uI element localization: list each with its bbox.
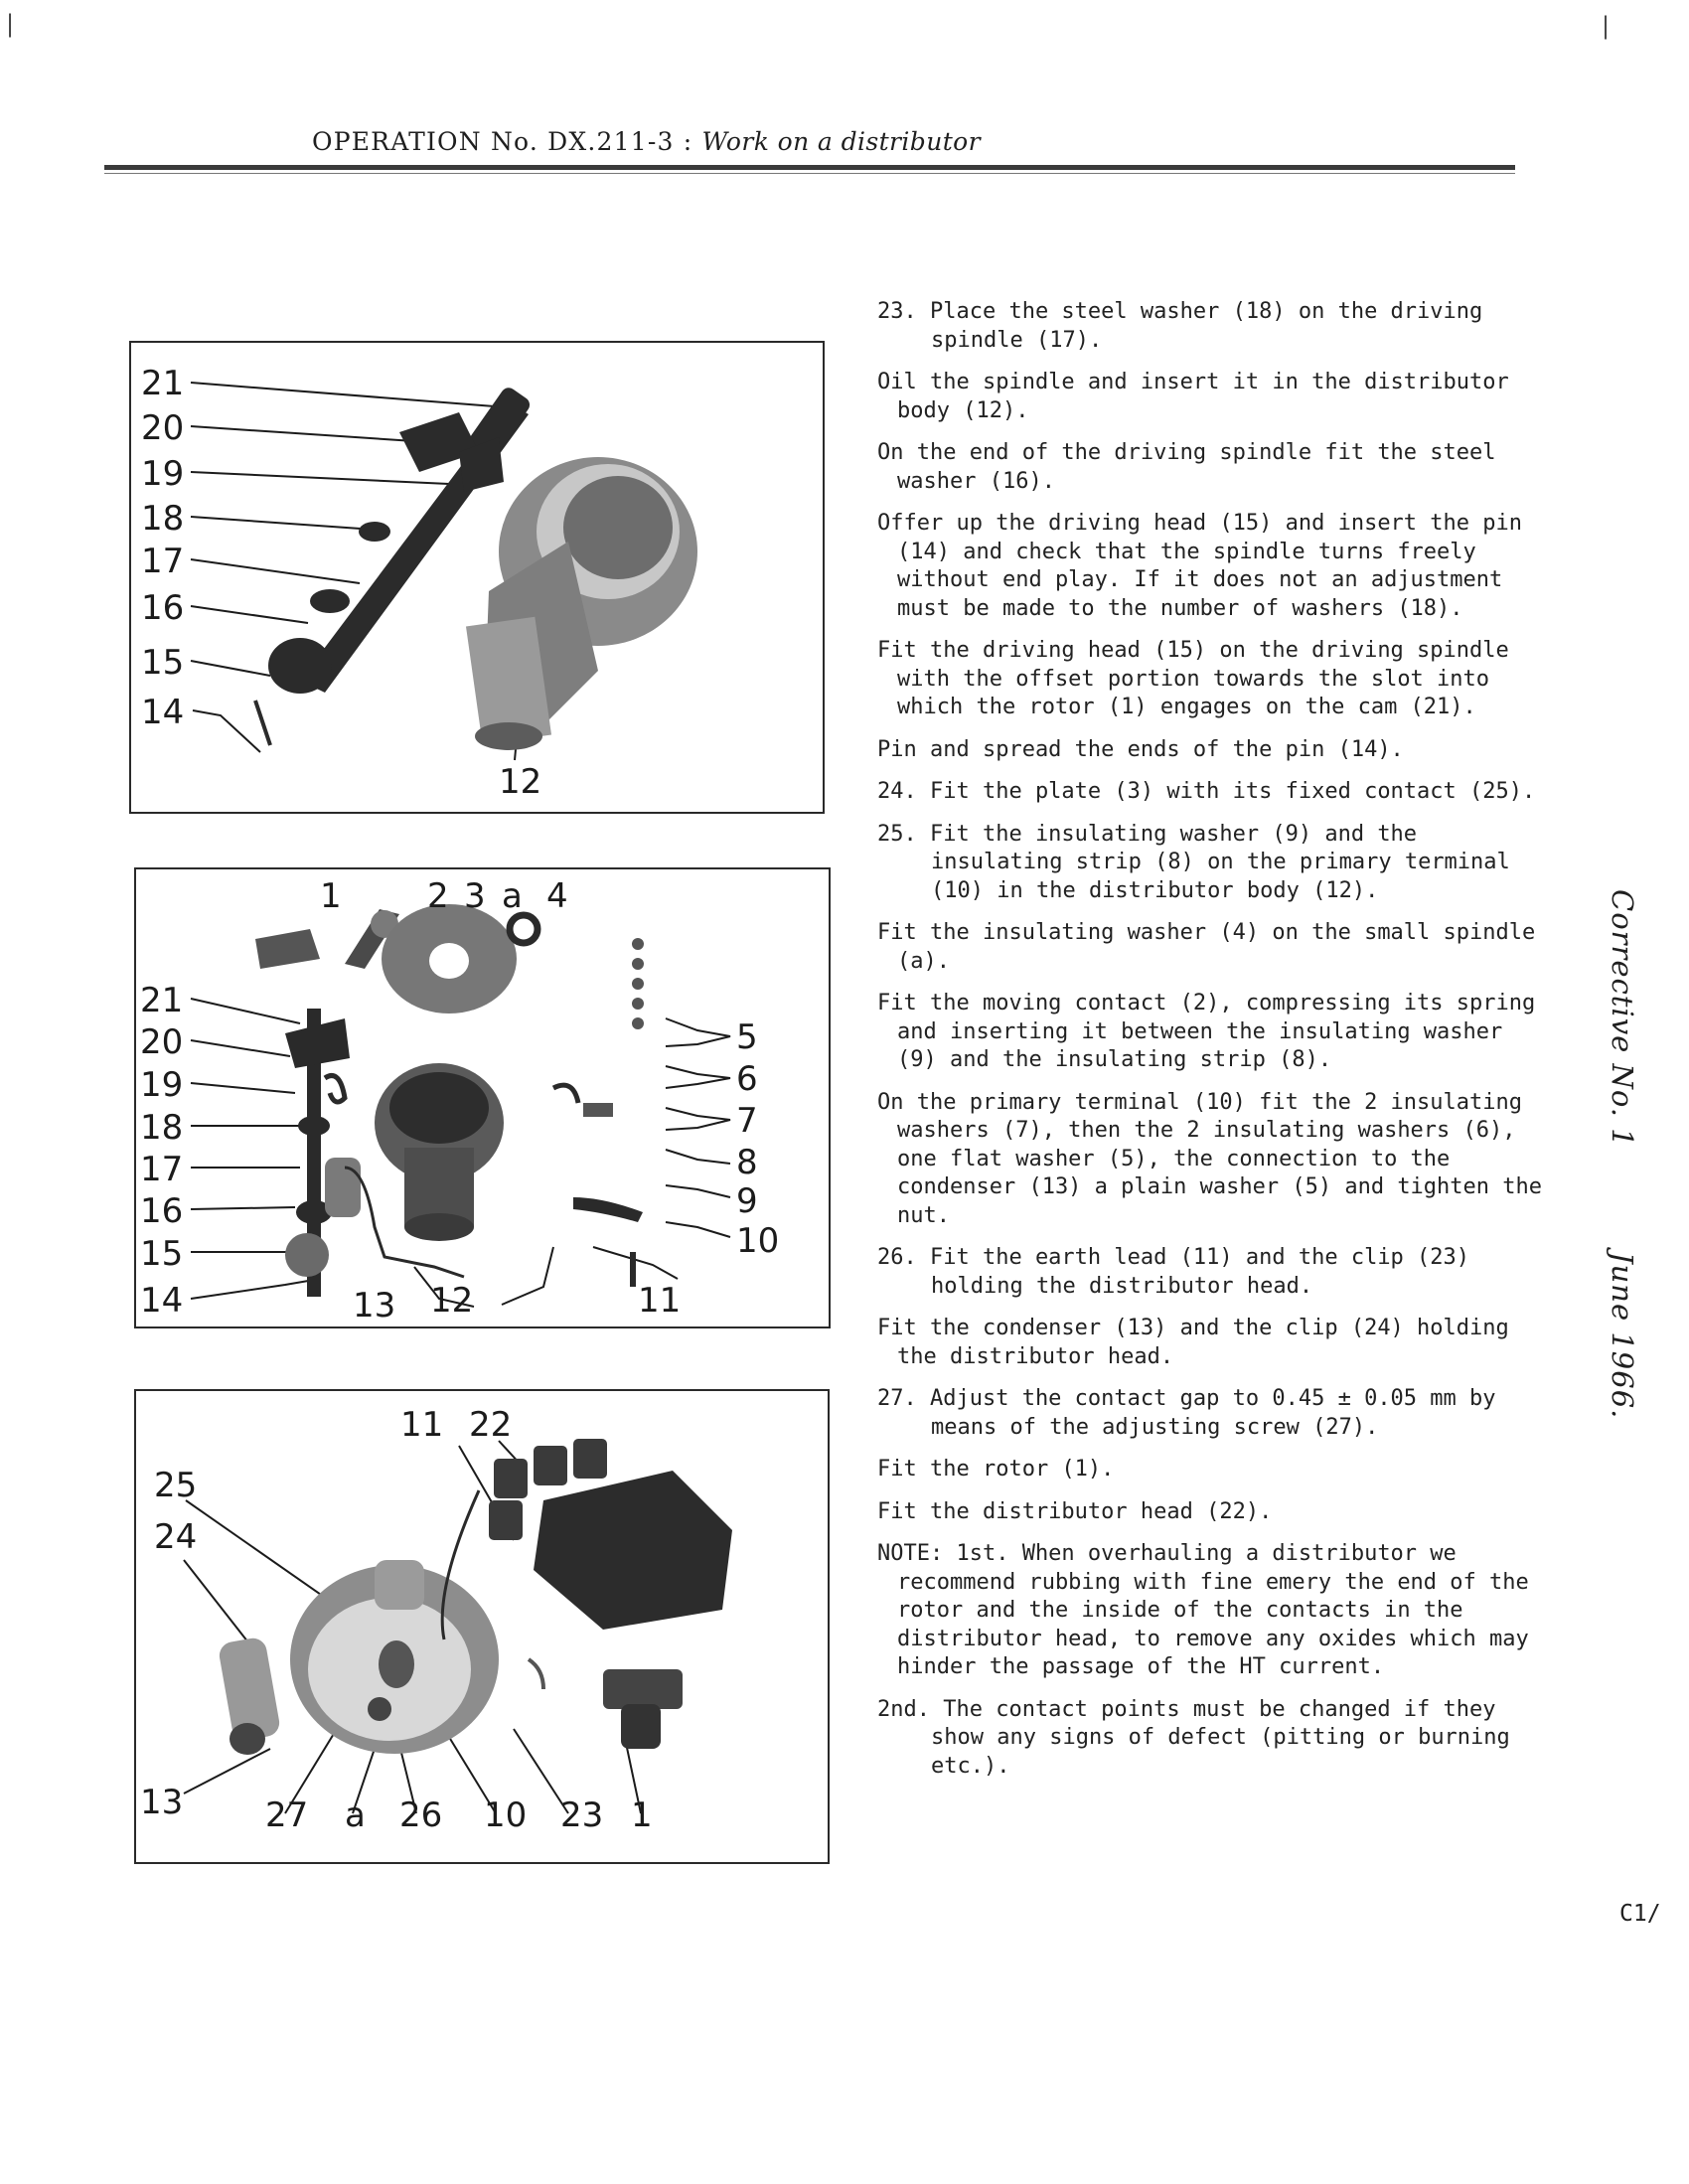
step-paragraph: Offer up the driving head (15) and insert the pin (14) and check that the spindle turns freely without end play. If it does not an adjustment must be made to the number of washers (18). <box>877 511 1523 621</box>
callout-label: 12 <box>499 762 542 802</box>
header-rule <box>104 165 1515 170</box>
callout-label: 14 <box>140 1281 184 1321</box>
figure-2-drawing <box>136 869 829 1326</box>
callout-label: 27 <box>265 1795 309 1835</box>
operation-title: Work on a distributor <box>701 127 981 156</box>
instruction-text <box>877 298 1553 1794</box>
callout-label: 21 <box>141 364 185 403</box>
callout-label: 3 <box>464 876 486 916</box>
callout-label: 8 <box>736 1143 758 1182</box>
callout-label: 18 <box>140 1108 184 1148</box>
step-paragraph: On the primary terminal (10) fit the 2 insulating washers (7), then the 2 insulating washers (6), one flat washer (5), the connection to the condenser (13) a plain washer (5) and tighten the nut. <box>877 1089 1543 1228</box>
callout-label: 25 <box>154 1466 198 1505</box>
callout-label: 18 <box>141 499 185 539</box>
callout-label: 21 <box>140 981 184 1020</box>
step-paragraph: Fit the condenser (13) and the clip (24) holding the distributor head. <box>877 1316 1509 1369</box>
callout-label: 16 <box>141 588 185 628</box>
callout-label: 7 <box>736 1101 758 1141</box>
callout-label: 10 <box>484 1795 528 1835</box>
callout-label: 1 <box>320 876 342 916</box>
step-paragraph: Fit the driving head (15) on the driving spindle with the offset portion towards the slot into which the rotor (1) engages on the cam (21). <box>877 638 1509 719</box>
figure-1-drawing <box>131 343 823 812</box>
step-paragraph: 24. Fit the plate (3) with its fixed contact (25). <box>877 779 1536 804</box>
figure-exploded-view <box>134 867 831 1328</box>
operation-number: OPERATION No. DX.211-3 : <box>312 127 693 156</box>
callout-label: a <box>345 1795 366 1835</box>
figure-assembled-distributor <box>134 1389 830 1864</box>
step-paragraph: 26. Fit the earth lead (11) and the clip (23) holding the distributor head. <box>877 1245 1470 1299</box>
step-paragraph: Fit the insulating washer (4) on the small spindle (a). <box>877 920 1536 974</box>
callout-label: 20 <box>140 1022 184 1062</box>
callout-label: 11 <box>400 1405 444 1445</box>
callout-label: 19 <box>140 1065 184 1105</box>
step-paragraph: Fit the rotor (1). <box>877 1457 1115 1482</box>
page-number: C1/ <box>1619 1901 1661 1927</box>
callout-label: 17 <box>140 1150 184 1189</box>
callout-label: 10 <box>736 1221 780 1261</box>
figure-driving-spindle <box>129 341 825 814</box>
step-paragraph: 25. Fit the insulating washer (9) and the insulating strip (8) on the primary terminal (10) in the distributor body (12). <box>877 821 1510 903</box>
callout-label: 5 <box>736 1017 758 1057</box>
callout-label: 20 <box>141 408 185 448</box>
step-paragraph: Fit the moving contact (2), compressing its spring and inserting it between the insulating washer (9) and the insulating strip (8). <box>877 991 1536 1072</box>
scan-mark: | <box>1602 12 1611 40</box>
note-paragraph: NOTE: 1st. When overhauling a distributor we recommend rubbing with fine emery the end of the rotor and the inside of the contacts in the distributor head, to remove any oxides which may hinder the passage of the HT current. <box>877 1541 1529 1679</box>
callout-label: 11 <box>638 1281 682 1321</box>
callout-label: 24 <box>154 1517 198 1557</box>
page-header <box>312 127 981 156</box>
step-paragraph: Fit the distributor head (22). <box>877 1498 1273 1524</box>
callout-label: 12 <box>430 1281 474 1321</box>
step-paragraph: 27. Adjust the contact gap to 0.45 ± 0.05 mm by means of the adjusting screw (27). <box>877 1386 1496 1440</box>
figure-3-drawing <box>136 1391 828 1862</box>
callout-label: 15 <box>140 1234 184 1274</box>
revision-date: June 1966. <box>1606 1252 1639 1420</box>
callout-label: 19 <box>141 454 185 494</box>
callout-label: 26 <box>399 1795 443 1835</box>
callout-label: 9 <box>736 1181 758 1221</box>
callout-label: 15 <box>141 643 185 683</box>
callout-label: 17 <box>141 542 185 581</box>
callout-label: a <box>502 876 523 916</box>
header-rule-thin <box>104 173 1515 174</box>
callout-label: 13 <box>353 1286 396 1326</box>
corrective-note: Corrective No. 1 <box>1606 889 1639 1148</box>
scan-mark: | <box>6 10 15 38</box>
callout-label: 4 <box>546 876 568 916</box>
callout-label: 13 <box>140 1783 184 1822</box>
callout-label: 6 <box>736 1059 758 1099</box>
callout-label: 23 <box>560 1795 604 1835</box>
note-paragraph: 2nd. The contact points must be changed if they show any signs of defect (pitting or burning etc.). <box>877 1696 1510 1779</box>
callout-label: 1 <box>631 1795 653 1835</box>
step-paragraph: Pin and spread the ends of the pin (14). <box>877 736 1404 762</box>
step-paragraph: On the end of the driving spindle fit the steel washer (16). <box>877 440 1496 494</box>
step-paragraph: Oil the spindle and insert it in the distributor body (12). <box>877 370 1509 423</box>
callout-label: 14 <box>141 693 185 732</box>
callout-label: 2 <box>427 876 449 916</box>
step-paragraph: 23. Place the steel washer (18) on the driving spindle (17). <box>877 299 1483 353</box>
callout-label: 16 <box>140 1191 184 1231</box>
callout-label: 22 <box>469 1405 513 1445</box>
